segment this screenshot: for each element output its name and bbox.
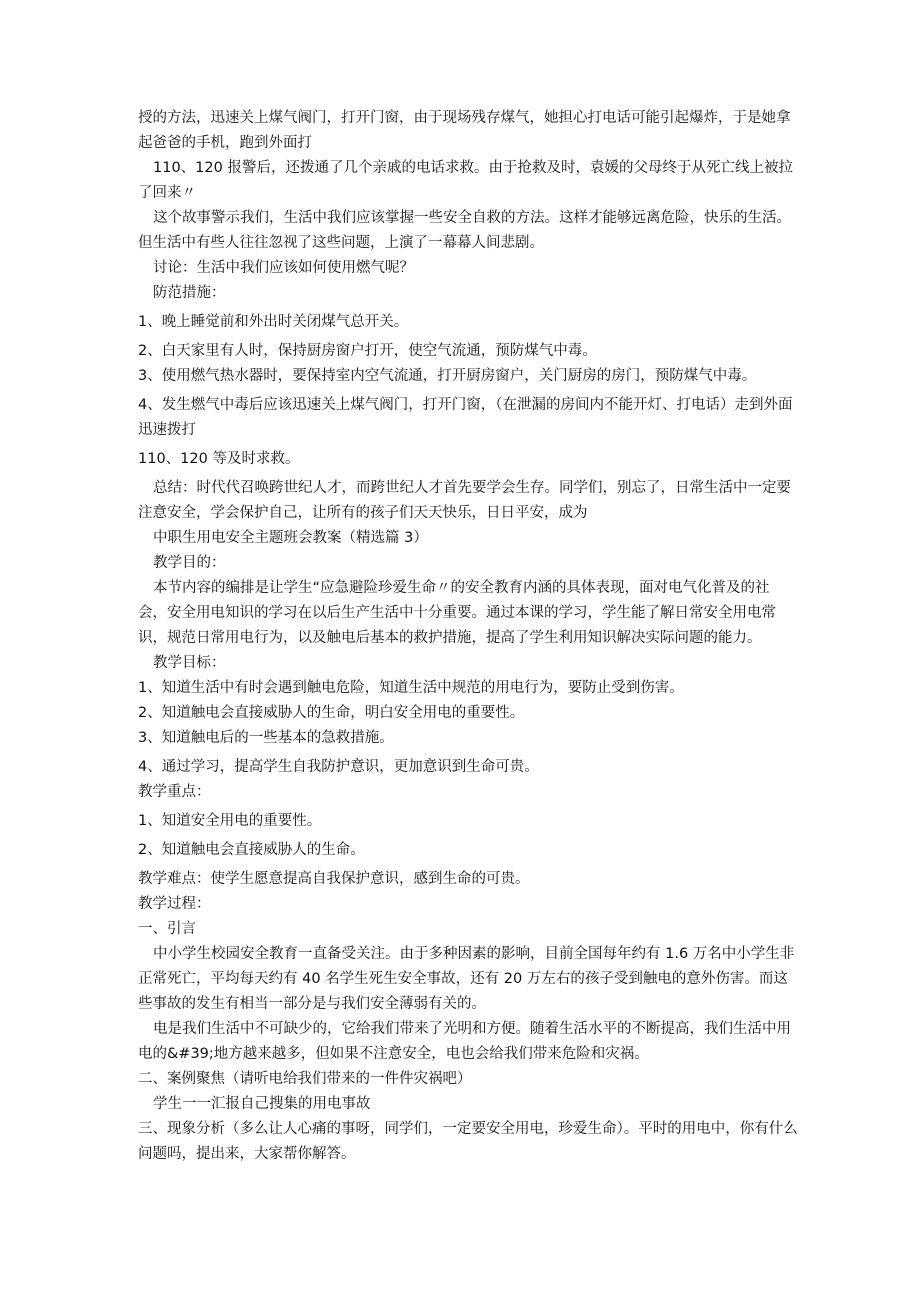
paragraph: 110、120 报警后，还拨通了几个亲戚的电话求救。由于抢救及时，袁媛的父母终于从死亡线上被拉了回来〃 — [138, 160, 793, 201]
paragraph: 授的方法，迅速关上煤气阀门，打开门窗，由于现场残存煤气，她担心打电话可能引起爆炸，于是她拿起爸爸的手机，跑到外面打 — [138, 110, 791, 151]
paragraph: 本节内容的编排是让学生“应急避险珍爱生命〃的安全教育内涵的具体表现，面对电气化普及的社会，安全用电知识的学习在以后生产生活中十分重要。通过本课的学习，学生能了解日常安全用电常识，规范日常用电行为，以及触电后基本的救护措施，提高了学生利用知识解决实际问题的能力。 — [138, 580, 776, 646]
list-item: 2、知道触电会直接威胁人的生命。 — [138, 842, 365, 858]
paragraph: 电是我们生活中不可缺少的，它给我们带来了光明和方便。随着生活水平的不断提高，我们生活中用电的&#39;地方越来越多，但如果不注意安全，电也会给我们带来危险和灾祸。 — [138, 1021, 791, 1062]
paragraph: 教学难点：使学生愿意提高自我保护意识，感到生命的可贵。 — [138, 871, 530, 887]
list-item: 2、知道触电会直接威胁人的生命，明白安全用电的重要性。 — [138, 705, 525, 721]
list-item: 1、晚上睡觉前和外出时关闭煤气总开关。 — [138, 314, 409, 330]
list-item: 1、知道安全用电的重要性。 — [138, 813, 322, 829]
section-title: 三、现象分析（多么让人心痛的事呀，同学们，一定要安全用电，珍爱生命）。平时的用电中，你有什么问题吗，提出来，大家帮你解答。 — [138, 1121, 798, 1162]
paragraph: 这个故事警示我们，生活中我们应该掌握一些安全自救的方法。这样才能够远离危险，快乐的生活。但生活中有些人往往忽视了这些问题，上演了一幕幕人间悲剧。 — [138, 210, 791, 251]
list-item: 2、白天家里有人时，保持厨房窗户打开，使空气流通，预防煤气中毒。 — [138, 343, 597, 359]
paragraph: 学生一一汇报自己搜集的用电事故 — [153, 1096, 371, 1112]
list-item: 1、知道生活中有时会遇到触电危险，知道生活中规范的用电行为，要防止受到伤害。 — [138, 680, 684, 696]
paragraph: 110、120 等及时求救。 — [138, 451, 300, 467]
paragraph: 教学重点： — [138, 784, 211, 800]
section-title: 一、引言 — [138, 921, 196, 937]
document-body — [138, 106, 798, 1167]
section-title: 二、案例聚焦（请听电给我们带来的一件件灾祸吧） — [138, 1071, 472, 1087]
paragraph: 教学目的： — [153, 555, 226, 571]
paragraph: 教学目标： — [153, 655, 226, 671]
paragraph: 总结：时代代召唤跨世纪人才，而跨世纪人才首先要学会生存。同学们，别忘了，日常生活中一定要注意安全，学会保护自己，让所有的孩子们天天快乐，日日平安，成为 — [138, 480, 791, 521]
list-item: 3、知道触电后的一些基本的急救措施。 — [138, 730, 394, 746]
paragraph: 中小学生校园安全教育一直备受关注。由于多种因素的影响，目前全国每年约有 1.6 万名中小学生非正常死亡，平均每天约有 40 名学生死生安全事故，还有 20 万左右的孩子受到触电的意外伤害。而这些事故的发生有相当一部分是与我们安全薄弱有关的。 — [138, 946, 795, 1012]
paragraph: 教学过程： — [138, 896, 211, 912]
list-item: 4、发生燃气中毒后应该迅速关上煤气阀门，打开门窗，（在泄漏的房间内不能开灯、打电话）走到外面迅速拨打 — [138, 397, 793, 438]
list-item: 3、使用燃气热水器时，要保持室内空气流通，打开厨房窗户，关门厨房的房门，预防煤气中毒。 — [138, 368, 757, 384]
paragraph: 防范措施： — [153, 285, 226, 301]
section-title: 中职生用电安全主题班会教案（精选篇 3） — [153, 530, 428, 546]
list-item: 4、通过学习，提高学生自我防护意识，更加意识到生命可贵。 — [138, 759, 539, 775]
paragraph: 讨论：生活中我们应该如何使用燃气呢？ — [153, 260, 414, 276]
